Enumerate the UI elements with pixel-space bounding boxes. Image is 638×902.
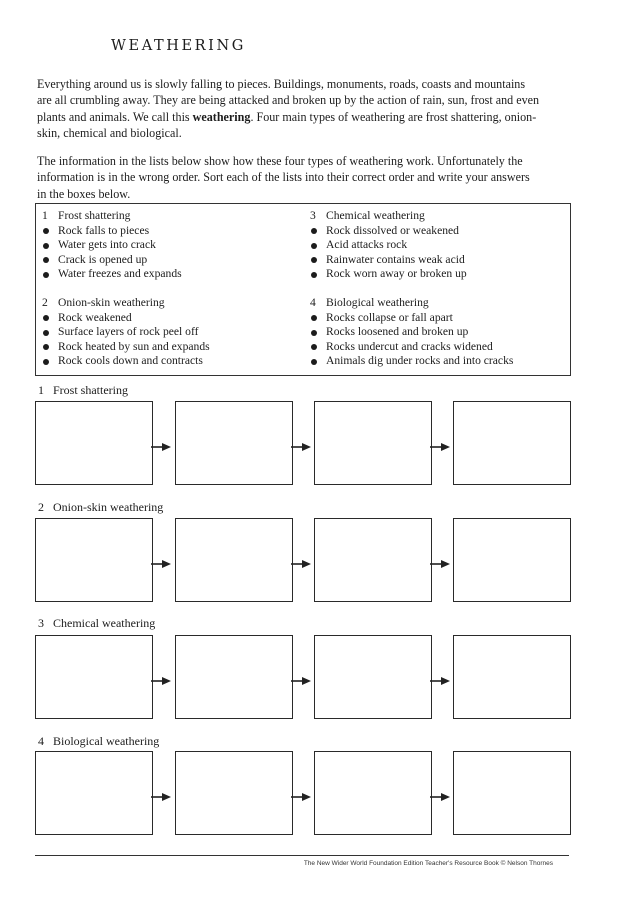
answer-box[interactable] [175,635,293,719]
list-item: Water gets into crack [42,238,292,253]
list-item: Rock dissolved or weakened [310,224,560,239]
list-item: Crack is opened up [42,253,292,268]
list-number: 3 [310,209,316,222]
arrow-right-icon [151,560,171,568]
list-biological-weathering [310,296,560,369]
section-label-onion-skin-weathering [38,500,163,515]
list-onion-skin-weathering [42,296,292,369]
answer-box[interactable] [314,751,432,835]
list-title [42,296,292,311]
intro-paragraph [37,76,542,141]
answer-box[interactable] [453,751,571,835]
section-title: Onion-skin weathering [53,500,164,514]
section-title: Biological weathering [53,734,160,748]
list-item: Rock heated by sun and expands [42,340,292,355]
arrow-right-icon [430,560,450,568]
section-label-chemical-weathering [38,616,155,631]
footer-credit: The New Wider World Foundation Edition Teacher's Resource Book © Nelson Thornes [303,860,553,867]
answer-box[interactable] [175,518,293,602]
section-number: 3 [38,616,44,630]
answer-box[interactable] [35,751,153,835]
list-item: Rocks undercut and cracks widened [310,340,560,355]
arrow-right-icon [151,443,171,451]
list-item: Rocks collapse or fall apart [310,311,560,326]
list-number: 1 [42,209,48,222]
list-title [42,209,292,224]
arrow-right-icon [291,560,311,568]
list-number: 4 [310,296,316,309]
arrow-right-icon [151,793,171,801]
list-item: Animals dig under rocks and into cracks [310,354,560,369]
arrow-right-icon [291,677,311,685]
answer-box[interactable] [175,401,293,485]
section-number: 1 [38,383,44,397]
section-title: Frost shattering [53,383,128,397]
list-title-text: Onion-skin weathering [58,296,165,309]
list-item: Surface layers of rock peel off [42,325,292,340]
answer-box[interactable] [453,401,571,485]
answer-box[interactable] [453,518,571,602]
arrow-right-icon [291,443,311,451]
footer-divider [35,855,569,856]
list-item: Rock weakened [42,311,292,326]
list-item: Rocks loosened and broken up [310,325,560,340]
intro-text-start: Everything around us is slowly falling to pieces. Buildings, monuments, roads, coasts and mountains are all crumbling away. They are being attacked and broken up by the action of rain, sun, frost and even plants and animals. We call this [37,77,540,124]
answer-box[interactable] [453,635,571,719]
list-title [310,209,560,224]
list-title-text: Frost shattering [58,209,131,222]
list-item: Rainwater contains weak acid [310,253,560,268]
section-label-frost-shattering [38,383,128,398]
arrow-right-icon [430,677,450,685]
answer-box[interactable] [35,518,153,602]
instructions-paragraph: The information in the lists below show how these four types of weathering work. Unfortunately the information is in the wrong order. Sort each of the lists into their correct order and write your answers in the boxes below. [37,154,530,201]
answer-box[interactable] [35,401,153,485]
list-title-text: Chemical weathering [326,209,425,222]
intro-text-end: . Four main types of weathering are frost shattering, onion-skin, chemical and biological. [37,109,537,140]
list-item: Acid attacks rock [310,238,560,253]
list-item: Rock falls to pieces [42,224,292,239]
arrow-right-icon [430,793,450,801]
list-item: Rock cools down and contracts [42,354,292,369]
list-title-text: Biological weathering [326,296,429,309]
section-label-biological-weathering [38,734,159,749]
page-title: WEATHERING [111,38,246,54]
list-item: Water freezes and expands [42,267,292,282]
list-frost-shattering [42,209,292,282]
list-chemical-weathering [310,209,560,282]
intro-bold-term: weathering [192,109,251,124]
answer-box[interactable] [314,401,432,485]
answer-box[interactable] [175,751,293,835]
answer-box[interactable] [314,635,432,719]
answer-box[interactable] [35,635,153,719]
section-number: 4 [38,734,44,748]
list-number: 2 [42,296,48,309]
section-number: 2 [38,500,44,514]
section-title: Chemical weathering [53,616,156,630]
list-item: Rock worn away or broken up [310,267,560,282]
lists-panel [35,203,571,376]
arrow-right-icon [291,793,311,801]
arrow-right-icon [151,677,171,685]
arrow-right-icon [430,443,450,451]
list-title [310,296,560,311]
answer-box[interactable] [314,518,432,602]
